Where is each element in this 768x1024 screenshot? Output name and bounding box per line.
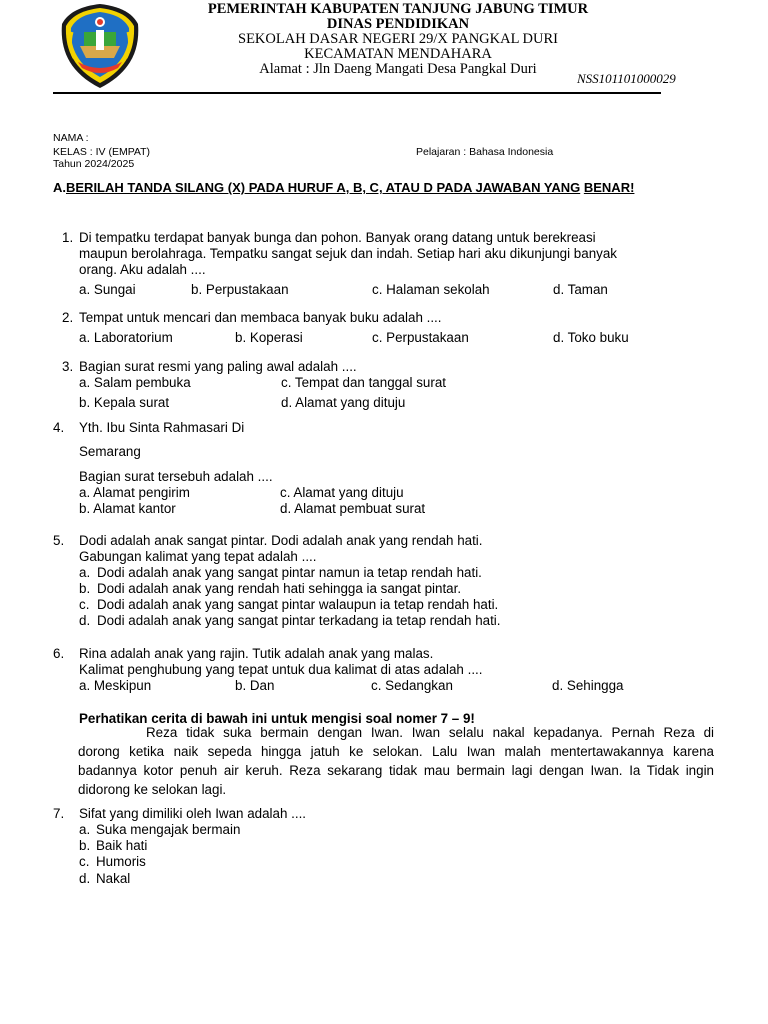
header-line-2: DINAS PENDIDIKAN (326, 16, 470, 32)
story-line-2: dorong ketika naik sepeda hingga jatuh ke selokan. Lalu Iwan malah mentertawakannya karena (78, 744, 714, 759)
question-7-option-d-label: d. (79, 871, 91, 886)
question-5-text-2: Gabungan kalimat yang tepat adalah .... (79, 549, 317, 564)
question-6-option-b: b. Dan (235, 678, 275, 693)
question-1-option-c: c. Halaman sekolah (372, 282, 490, 297)
question-2-text: Tempat untuk mencari dan membaca banyak buku adalah .... (79, 310, 442, 325)
question-1-text-3: orang. Aku adalah .... (79, 262, 206, 277)
question-7-option-a: Suka mengajak bermain (96, 822, 241, 837)
story-line-3: badannya kotor penuh air keruh. Reza sekarang tidak mau bermain lagi dengan Iwan. Ia Tidak ingin (78, 763, 714, 778)
question-2-option-c: c. Perpustakaan (372, 330, 469, 345)
question-2-option-a: a. Laboratorium (79, 330, 173, 345)
question-3-option-d: d. Alamat yang dituju (281, 395, 406, 410)
question-2-number: 2. (62, 310, 74, 325)
question-5-option-a-label: a. (79, 565, 91, 580)
question-7-option-b: Baik hati (96, 838, 148, 853)
question-2-option-b: b. Koperasi (235, 330, 303, 345)
question-6-option-c: c. Sedangkan (371, 678, 453, 693)
question-6-text-2: Kalimat penghubung yang tepat untuk dua kalimat di atas adalah .... (79, 662, 483, 677)
pelajaran-label: Pelajaran : Bahasa Indonesia (416, 146, 554, 158)
nss-number: NSS101101000029 (577, 71, 676, 86)
story-line-4: didorong ke selokan lagi. (78, 782, 227, 797)
question-1-number: 1. (62, 230, 74, 245)
question-7-option-a-label: a. (79, 822, 91, 837)
question-7-option-c: Humoris (96, 854, 146, 869)
question-5-option-a: Dodi adalah anak yang sangat pintar namun ia tetap rendah hati. (97, 565, 482, 580)
school-logo (58, 2, 142, 90)
question-4-option-b: b. Alamat kantor (79, 501, 176, 516)
question-5-option-b-label: b. (79, 581, 91, 596)
question-4-number: 4. (53, 420, 65, 435)
header-line-5: Alamat : Jln Daeng Mangati Desa Pangkal Duri (259, 61, 537, 77)
question-5-option-c-label: c. (79, 597, 90, 612)
section-instruction: A.BERILAH TANDA SILANG (X) PADA HURUF A, B, C, ATAU D PADA JAWABAN YANG BENAR! (53, 180, 635, 195)
header-line-3: SEKOLAH DASAR NEGERI 29/X PANGKAL DURI (238, 31, 558, 47)
question-1-option-b: b. Perpustakaan (191, 282, 289, 297)
question-6-option-d: d. Sehingga (552, 678, 624, 693)
nama-label: NAMA : (53, 132, 89, 144)
question-3-option-b: b. Kepala surat (79, 395, 170, 410)
question-7-option-c-label: c. (79, 854, 90, 869)
question-7-option-d: Nakal (96, 871, 131, 886)
story-passage (78, 723, 714, 799)
question-6-option-a: a. Meskipun (79, 678, 152, 693)
question-3-option-a: a. Salam pembuka (79, 375, 191, 390)
story-title: Perhatikan cerita di bawah ini untuk mengisi soal nomer 7 – 9! (79, 711, 475, 726)
question-5-option-b: Dodi adalah anak yang rendah hati sehingga ia sangat pintar. (97, 581, 462, 596)
kelas-label: KELAS : IV (EMPAT) (53, 146, 151, 158)
question-3-number: 3. (62, 359, 74, 374)
header-line-1: PEMERINTAH KABUPATEN TANJUNG JABUNG TIMUR (207, 1, 589, 17)
question-1-text-2: maupun berolahraga. Tempatku sangat sejuk dan indah. Setiap hari aku dikunjungi banyak (79, 246, 617, 261)
question-5-option-d-label: d. (79, 613, 91, 628)
question-7-option-b-label: b. (79, 838, 91, 853)
question-4-text-3: Bagian surat tersebuh adalah .... (79, 469, 273, 484)
question-2-option-d: d. Toko buku (553, 330, 629, 345)
question-6-number: 6. (53, 646, 65, 661)
question-5-number: 5. (53, 533, 65, 548)
question-5-text-1: Dodi adalah anak sangat pintar. Dodi adalah anak yang rendah hati. (79, 533, 483, 548)
question-1-option-d: d. Taman (553, 282, 608, 297)
tahun-label: Tahun 2024/2025 (53, 158, 135, 170)
question-7-text: Sifat yang dimiliki oleh Iwan adalah .... (79, 806, 307, 821)
regency-emblem-icon (58, 2, 142, 90)
question-4-option-c: c. Alamat yang dituju (280, 485, 404, 500)
question-3-text: Bagian surat resmi yang paling awal adalah .... (79, 359, 357, 374)
question-4-text-2: Semarang (79, 444, 141, 459)
question-1-text-1: Di tempatku terdapat banyak bunga dan pohon. Banyak orang datang untuk berekreasi (79, 230, 596, 245)
question-4-option-a: a. Alamat pengirim (79, 485, 190, 500)
story-line-1: Reza tidak suka bermain dengan Iwan. Iwan selalu nakal kepadanya. Pernah Reza di (146, 725, 714, 740)
question-4-option-d: d. Alamat pembuat surat (280, 501, 426, 516)
question-6-text-1: Rina adalah anak yang rajin. Tutik adalah anak yang malas. (79, 646, 434, 661)
header-divider (53, 92, 661, 94)
header-line-4: KECAMATAN MENDAHARA (304, 46, 492, 62)
question-5-option-d: Dodi adalah anak yang sangat pintar terkadang ia tetap rendah hati. (97, 613, 501, 628)
question-1-option-a: a. Sungai (79, 282, 136, 297)
question-3-option-c: c. Tempat dan tanggal surat (281, 375, 447, 390)
question-4-text-1: Yth. Ibu Sinta Rahmasari Di (79, 420, 245, 435)
question-5-option-c: Dodi adalah anak yang sangat pintar walaupun ia tetap rendah hati. (97, 597, 499, 612)
question-7-number: 7. (53, 806, 65, 821)
